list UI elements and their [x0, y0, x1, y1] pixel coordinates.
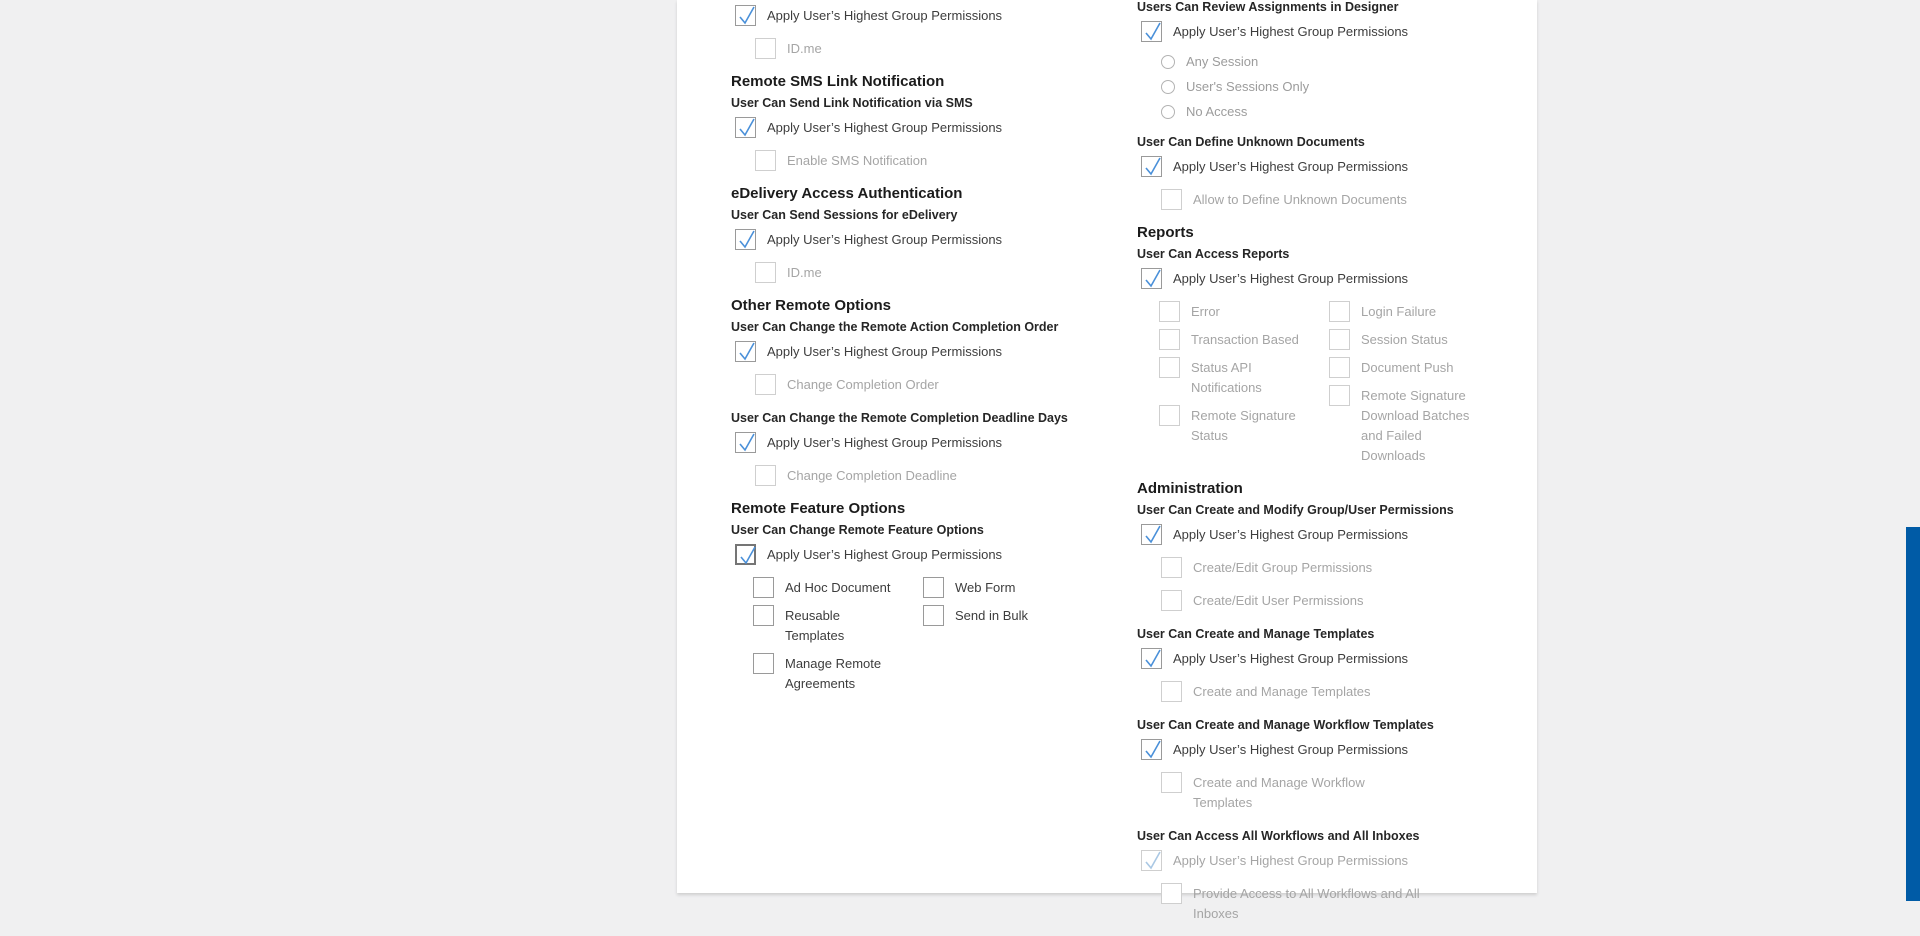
checkbox[interactable] — [923, 605, 944, 626]
checkbox-label: Apply User’s Highest Group Permissions — [767, 232, 1003, 247]
checkbox-row — [1161, 590, 1529, 611]
permissions-column-right — [1137, 0, 1529, 936]
checkbox[interactable] — [1141, 739, 1162, 760]
radio-button — [1161, 80, 1175, 94]
checkbox — [1161, 590, 1182, 611]
checkbox — [1161, 189, 1182, 210]
checkbox-row[interactable] — [1141, 739, 1529, 760]
checkbox-row — [1161, 883, 1529, 924]
checkbox-label: Apply User’s Highest Group Permissions — [767, 435, 1003, 450]
checkbox-row — [1329, 357, 1473, 378]
checkbox-row — [1161, 681, 1529, 702]
checkbox-row — [755, 374, 1123, 395]
radio-row — [1161, 54, 1529, 69]
checkbox-label: Document Push — [1361, 360, 1454, 375]
options-grid-column — [1159, 301, 1303, 466]
checkbox-label: Enable SMS Notification — [787, 153, 928, 168]
subsection-heading: User Can Create and Manage Workflow Templates — [1137, 718, 1434, 732]
checkbox-label: Apply User’s Highest Group Permissions — [767, 344, 1003, 359]
checkbox[interactable] — [735, 544, 756, 565]
checkbox-label: Apply User’s Highest Group Permissions — [1173, 271, 1409, 286]
checkbox-row — [1159, 301, 1303, 322]
options-grid-column — [1329, 301, 1473, 466]
checkbox-label: Apply User’s Highest Group Permissions — [1173, 24, 1409, 39]
checkbox — [755, 465, 776, 486]
section-heading: Reports — [1137, 224, 1194, 241]
section-heading: Administration — [1137, 480, 1243, 497]
checkbox-row[interactable] — [923, 577, 1067, 598]
checkbox-row[interactable] — [753, 653, 897, 694]
checkbox-label: Web Form — [955, 580, 1016, 595]
checkbox-row — [1329, 329, 1473, 350]
checkbox-label: Provide Access to All Workflows and All Inboxes — [1193, 886, 1420, 921]
checkbox-label: Apply User’s Highest Group Permissions — [767, 120, 1003, 135]
checkbox-row[interactable] — [753, 577, 897, 598]
checkbox-row[interactable] — [735, 432, 1123, 453]
checkbox-label: Ad Hoc Document — [785, 580, 891, 595]
check-icon — [1143, 649, 1162, 670]
radio-label: Any Session — [1186, 54, 1259, 69]
subsection-heading: User Can Access All Workflows and All Inboxes — [1137, 829, 1420, 843]
checkbox-row — [1159, 405, 1303, 446]
subsection-heading: User Can Send Sessions for eDelivery — [731, 208, 958, 222]
checkbox-label: Create and Manage Templates — [1193, 684, 1371, 699]
checkbox — [1329, 329, 1350, 350]
checkbox — [1159, 405, 1180, 426]
options-grid — [1159, 301, 1529, 466]
checkbox-label: Remote Signature Status — [1191, 408, 1296, 443]
section-heading: Remote SMS Link Notification — [731, 73, 945, 90]
checkbox-row — [1329, 301, 1473, 322]
check-icon — [1143, 269, 1162, 290]
checkbox[interactable] — [1141, 156, 1162, 177]
checkbox — [1161, 557, 1182, 578]
check-icon — [738, 546, 757, 567]
checkbox — [755, 262, 776, 283]
check-icon — [737, 342, 756, 363]
checkbox-row — [1161, 189, 1529, 210]
check-icon — [1143, 851, 1162, 872]
checkbox-row[interactable] — [735, 5, 1123, 26]
radio-row — [1161, 79, 1529, 94]
checkbox[interactable] — [735, 5, 756, 26]
check-icon — [1143, 22, 1162, 43]
checkbox-label: Create and Manage Workflow Templates — [1193, 775, 1365, 810]
checkbox-row[interactable] — [1141, 524, 1529, 545]
checkbox — [1329, 301, 1350, 322]
checkbox — [1141, 850, 1162, 871]
subsection-heading: User Can Change Remote Feature Options — [731, 523, 984, 537]
checkbox-label: Apply User’s Highest Group Permissions — [1173, 527, 1409, 542]
checkbox-label: Manage Remote Agreements — [785, 656, 882, 691]
checkbox — [1329, 357, 1350, 378]
checkbox — [1159, 329, 1180, 350]
checkbox-label: Apply User’s Highest Group Permissions — [767, 547, 1003, 562]
checkbox-row — [755, 38, 1123, 59]
checkbox — [755, 38, 776, 59]
checkbox[interactable] — [1141, 268, 1162, 289]
checkbox-label: Change Completion Order — [787, 377, 939, 392]
check-icon — [1143, 525, 1162, 546]
checkbox-row — [1161, 557, 1529, 578]
radio-label: No Access — [1186, 104, 1248, 119]
checkbox[interactable] — [735, 229, 756, 250]
checkbox-row — [755, 150, 1123, 171]
checkbox[interactable] — [753, 605, 774, 626]
checkbox-label: Allow to Define Unknown Documents — [1193, 192, 1407, 207]
check-icon — [737, 118, 756, 139]
checkbox-label: Apply User’s Highest Group Permissions — [1173, 742, 1409, 757]
checkbox[interactable] — [735, 341, 756, 362]
subsection-heading: User Can Create and Modify Group/User Permissions — [1137, 503, 1454, 517]
checkbox-row[interactable] — [1141, 21, 1529, 42]
checkbox-row[interactable] — [735, 544, 1123, 565]
checkbox-row — [755, 262, 1123, 283]
checkbox-row[interactable] — [735, 117, 1123, 138]
checkbox-label: Apply User’s Highest Group Permissions — [767, 8, 1003, 23]
checkbox-row[interactable] — [753, 605, 897, 646]
checkbox — [1159, 301, 1180, 322]
checkbox-row[interactable] — [1141, 156, 1529, 177]
checkbox-row — [1159, 357, 1303, 398]
checkbox-row[interactable] — [735, 229, 1123, 250]
section-heading: Other Remote Options — [731, 297, 892, 314]
section-heading: Remote Feature Options — [731, 500, 906, 517]
checkbox-label: Apply User’s Highest Group Permissions — [1173, 651, 1409, 666]
checkbox-row — [1141, 850, 1529, 871]
checkbox[interactable] — [735, 432, 756, 453]
checkbox — [1161, 772, 1182, 793]
checkbox-label: Apply User’s Highest Group Permissions — [1173, 159, 1409, 174]
radio-button — [1161, 105, 1175, 119]
radio-button — [1161, 55, 1175, 69]
checkbox-row — [755, 465, 1123, 486]
check-icon — [737, 433, 756, 454]
checkbox[interactable] — [923, 577, 944, 598]
subsection-heading: User Can Change the Remote Action Completion Order — [731, 320, 1059, 334]
options-grid-column — [753, 577, 897, 694]
checkbox-row[interactable] — [1141, 268, 1529, 289]
checkbox-row[interactable] — [735, 341, 1123, 362]
checkbox[interactable] — [1141, 648, 1162, 669]
checkbox-label: Transaction Based — [1191, 332, 1299, 347]
checkbox — [1329, 385, 1350, 406]
checkbox — [755, 374, 776, 395]
subsection-heading: User Can Send Link Notification via SMS — [731, 96, 973, 110]
section-heading: eDelivery Access Authentication — [731, 185, 963, 202]
checkbox-row[interactable] — [923, 605, 1067, 626]
checkbox-label: Reusable Templates — [785, 608, 845, 643]
checkbox-label: Remote Signature Download Batches and Failed Downloads — [1361, 388, 1470, 463]
checkbox[interactable] — [753, 577, 774, 598]
permissions-panel — [677, 0, 1537, 921]
checkbox-label: Send in Bulk — [955, 608, 1028, 623]
checkbox-label: Change Completion Deadline — [787, 468, 957, 483]
checkbox-label: Create/Edit User Permissions — [1193, 593, 1364, 608]
options-grid — [753, 577, 1123, 694]
subsection-heading: User Can Access Reports — [1137, 247, 1290, 261]
radio-label: User's Sessions Only — [1186, 79, 1310, 94]
checkbox[interactable] — [1141, 21, 1162, 42]
checkbox-label: Apply User’s Highest Group Permissions — [1173, 853, 1409, 868]
check-icon — [1143, 157, 1162, 178]
checkbox — [1159, 357, 1180, 378]
checkbox-label: ID.me — [787, 41, 822, 56]
scrollbar-thumb[interactable] — [1906, 527, 1920, 901]
checkbox-label: Error — [1191, 304, 1220, 319]
checkbox-label: Create/Edit Group Permissions — [1193, 560, 1373, 575]
checkbox[interactable] — [1141, 524, 1162, 545]
check-icon — [1143, 740, 1162, 761]
subsection-heading: User Can Define Unknown Documents — [1137, 135, 1365, 149]
checkbox-row — [1329, 385, 1473, 466]
subsection-heading: User Can Create and Manage Templates — [1137, 627, 1375, 641]
permissions-column-left — [731, 0, 1123, 706]
checkbox-label: ID.me — [787, 265, 822, 280]
check-icon — [737, 6, 756, 27]
check-icon — [737, 230, 756, 251]
checkbox — [755, 150, 776, 171]
radio-row — [1161, 104, 1529, 119]
checkbox-row — [1159, 329, 1303, 350]
checkbox-row[interactable] — [1141, 648, 1529, 669]
checkbox[interactable] — [735, 117, 756, 138]
subsection-heading: Users Can Review Assignments in Designer — [1137, 0, 1399, 14]
checkbox — [1161, 681, 1182, 702]
options-grid-column — [923, 577, 1067, 694]
checkbox-row — [1161, 772, 1529, 813]
checkbox-label: Session Status — [1361, 332, 1448, 347]
subsection-heading: User Can Change the Remote Completion Deadline Days — [731, 411, 1068, 425]
checkbox-label: Status API Notifications — [1191, 360, 1262, 395]
checkbox-label: Login Failure — [1361, 304, 1437, 319]
checkbox[interactable] — [753, 653, 774, 674]
